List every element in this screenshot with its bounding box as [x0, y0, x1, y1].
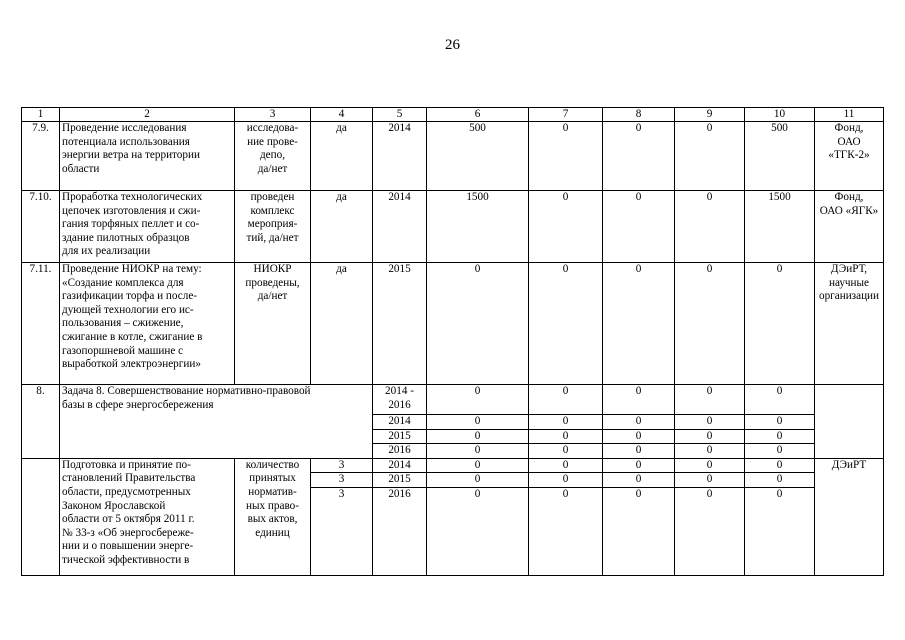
row-col10: 1500	[745, 191, 815, 263]
task-col8: 0	[603, 385, 675, 415]
row-responsible: Фонд, ОАО «ЯГК»	[819, 191, 879, 217]
header-cell: 11	[815, 108, 884, 122]
row-name: Проведение НИОКР на тему: «Создание комплекса для газификации торфа и после- дующей технологии его ис- пользования – сжижение, сжигание в котле, сжигание в газопоршневой машине с выработкой электроэнергии»	[62, 263, 203, 371]
row-col7: 0	[529, 487, 603, 575]
table-row	[22, 122, 884, 191]
task-year: 2016	[373, 444, 427, 459]
header-cell: 2	[60, 108, 235, 122]
task-col8: 0	[603, 415, 675, 430]
header-cell: 8	[603, 108, 675, 122]
row-responsible: ДЭиРТ	[815, 458, 884, 575]
row-year: 2014	[373, 191, 427, 263]
row-col10: 0	[745, 473, 815, 488]
row-indicator: НИОКР проведены, да/нет	[245, 263, 300, 303]
task-col10: 0	[745, 444, 815, 459]
row-col9: 0	[675, 487, 745, 575]
row-col8: 0	[603, 487, 675, 575]
row-col9: 0	[675, 473, 745, 488]
row-name: Проведение исследования потенциала использования энергии ветра на территории области	[62, 122, 200, 175]
row-col8: 0	[603, 191, 675, 263]
header-cell: 6	[427, 108, 529, 122]
header-cell: 3	[235, 108, 311, 122]
header-cell: 4	[311, 108, 373, 122]
table-row	[22, 458, 884, 473]
row-indicator: исследова- ние прове- депо, да/нет	[246, 122, 299, 175]
row-col6: 0	[427, 458, 529, 473]
header-row	[22, 108, 884, 122]
row-col9: 0	[675, 191, 745, 263]
task-col7: 0	[529, 385, 603, 415]
header-cell: 9	[675, 108, 745, 122]
header-cell: 1	[22, 108, 60, 122]
program-table	[21, 107, 884, 576]
row-col10: 0	[745, 263, 815, 385]
row-col10: 0	[745, 458, 815, 473]
row-col6: 0	[427, 263, 529, 385]
row-indicator: проведен комплекс мероприя- тий, да/нет	[246, 191, 299, 244]
task-col7: 0	[529, 444, 603, 459]
row-name: Подготовка и принятие по- становлений Правительства области, предусмотренных Законом Ярославской области от 5 октября 2011 г. № 33-з «Об энергосбереже- нии и о повышении энерге- тической эффективности в	[62, 458, 196, 566]
row-number: 7.10.	[22, 191, 60, 263]
table-row	[22, 191, 884, 263]
row-col8: 0	[603, 263, 675, 385]
task-col10: 0	[745, 385, 815, 415]
row-col7: 0	[529, 191, 603, 263]
row-year: 2016	[373, 487, 427, 575]
task-col7: 0	[529, 415, 603, 430]
row-number	[22, 458, 60, 575]
task-col9: 0	[675, 415, 745, 430]
task-col6: 0	[427, 415, 529, 430]
row-value: 3	[311, 458, 373, 473]
row-number: 7.11.	[22, 263, 60, 385]
task-year: 2014	[373, 415, 427, 430]
row-col6: 500	[427, 122, 529, 191]
row-col9: 0	[675, 263, 745, 385]
row-col6: 0	[427, 487, 529, 575]
row-value: да	[311, 122, 373, 191]
row-col6: 1500	[427, 191, 529, 263]
task-col9: 0	[675, 444, 745, 459]
row-col7: 0	[529, 263, 603, 385]
row-col10: 500	[745, 122, 815, 191]
row-col8: 0	[603, 122, 675, 191]
task-year: 2015	[373, 429, 427, 444]
row-value: 3	[311, 487, 373, 575]
task-col7: 0	[529, 429, 603, 444]
row-col10: 0	[745, 487, 815, 575]
task-col6: 0	[427, 429, 529, 444]
row-value: 3	[311, 473, 373, 488]
task-col6: 0	[427, 385, 529, 415]
row-name: Проработка технологических цепочек изготовления и сжи- гания торфяных пеллет и со- здание пилотных образцов для их реализации	[62, 191, 203, 258]
row-value: да	[311, 191, 373, 263]
row-indicator: количество принятых норматив- ных право- вых актов, единиц	[245, 458, 300, 539]
page-number: 26	[445, 37, 460, 53]
row-col8: 0	[603, 458, 675, 473]
table-row	[22, 263, 884, 385]
row-year: 2015	[373, 263, 427, 385]
task-title: Задача 8. Совершенствование нормативно-правовой базы в сфере энергосбережения	[62, 385, 311, 411]
row-col6: 0	[427, 473, 529, 488]
row-number: 7.9.	[22, 122, 60, 191]
task-col10: 0	[745, 415, 815, 430]
row-col7: 0	[529, 122, 603, 191]
row-year: 2014	[373, 458, 427, 473]
task-col9: 0	[675, 429, 745, 444]
row-responsible: ДЭиРТ, научные организации	[818, 263, 880, 303]
task-year: 2014 - 2016	[385, 385, 414, 411]
header-cell: 10	[745, 108, 815, 122]
row-value: да	[311, 263, 373, 385]
task-col10: 0	[745, 429, 815, 444]
row-year: 2014	[373, 122, 427, 191]
row-col9: 0	[675, 122, 745, 191]
row-col8: 0	[603, 473, 675, 488]
task-responsible	[815, 385, 884, 459]
row-year: 2015	[373, 473, 427, 488]
header-cell: 5	[373, 108, 427, 122]
task-col8: 0	[603, 444, 675, 459]
row-col7: 0	[529, 473, 603, 488]
row-responsible: Фонд, ОАО «ТГК-2»	[828, 122, 870, 162]
task-number: 8.	[22, 385, 60, 459]
task-col9: 0	[675, 385, 745, 415]
task-row	[22, 385, 884, 415]
task-col8: 0	[603, 429, 675, 444]
task-col6: 0	[427, 444, 529, 459]
header-cell: 7	[529, 108, 603, 122]
row-col7: 0	[529, 458, 603, 473]
row-col9: 0	[675, 458, 745, 473]
